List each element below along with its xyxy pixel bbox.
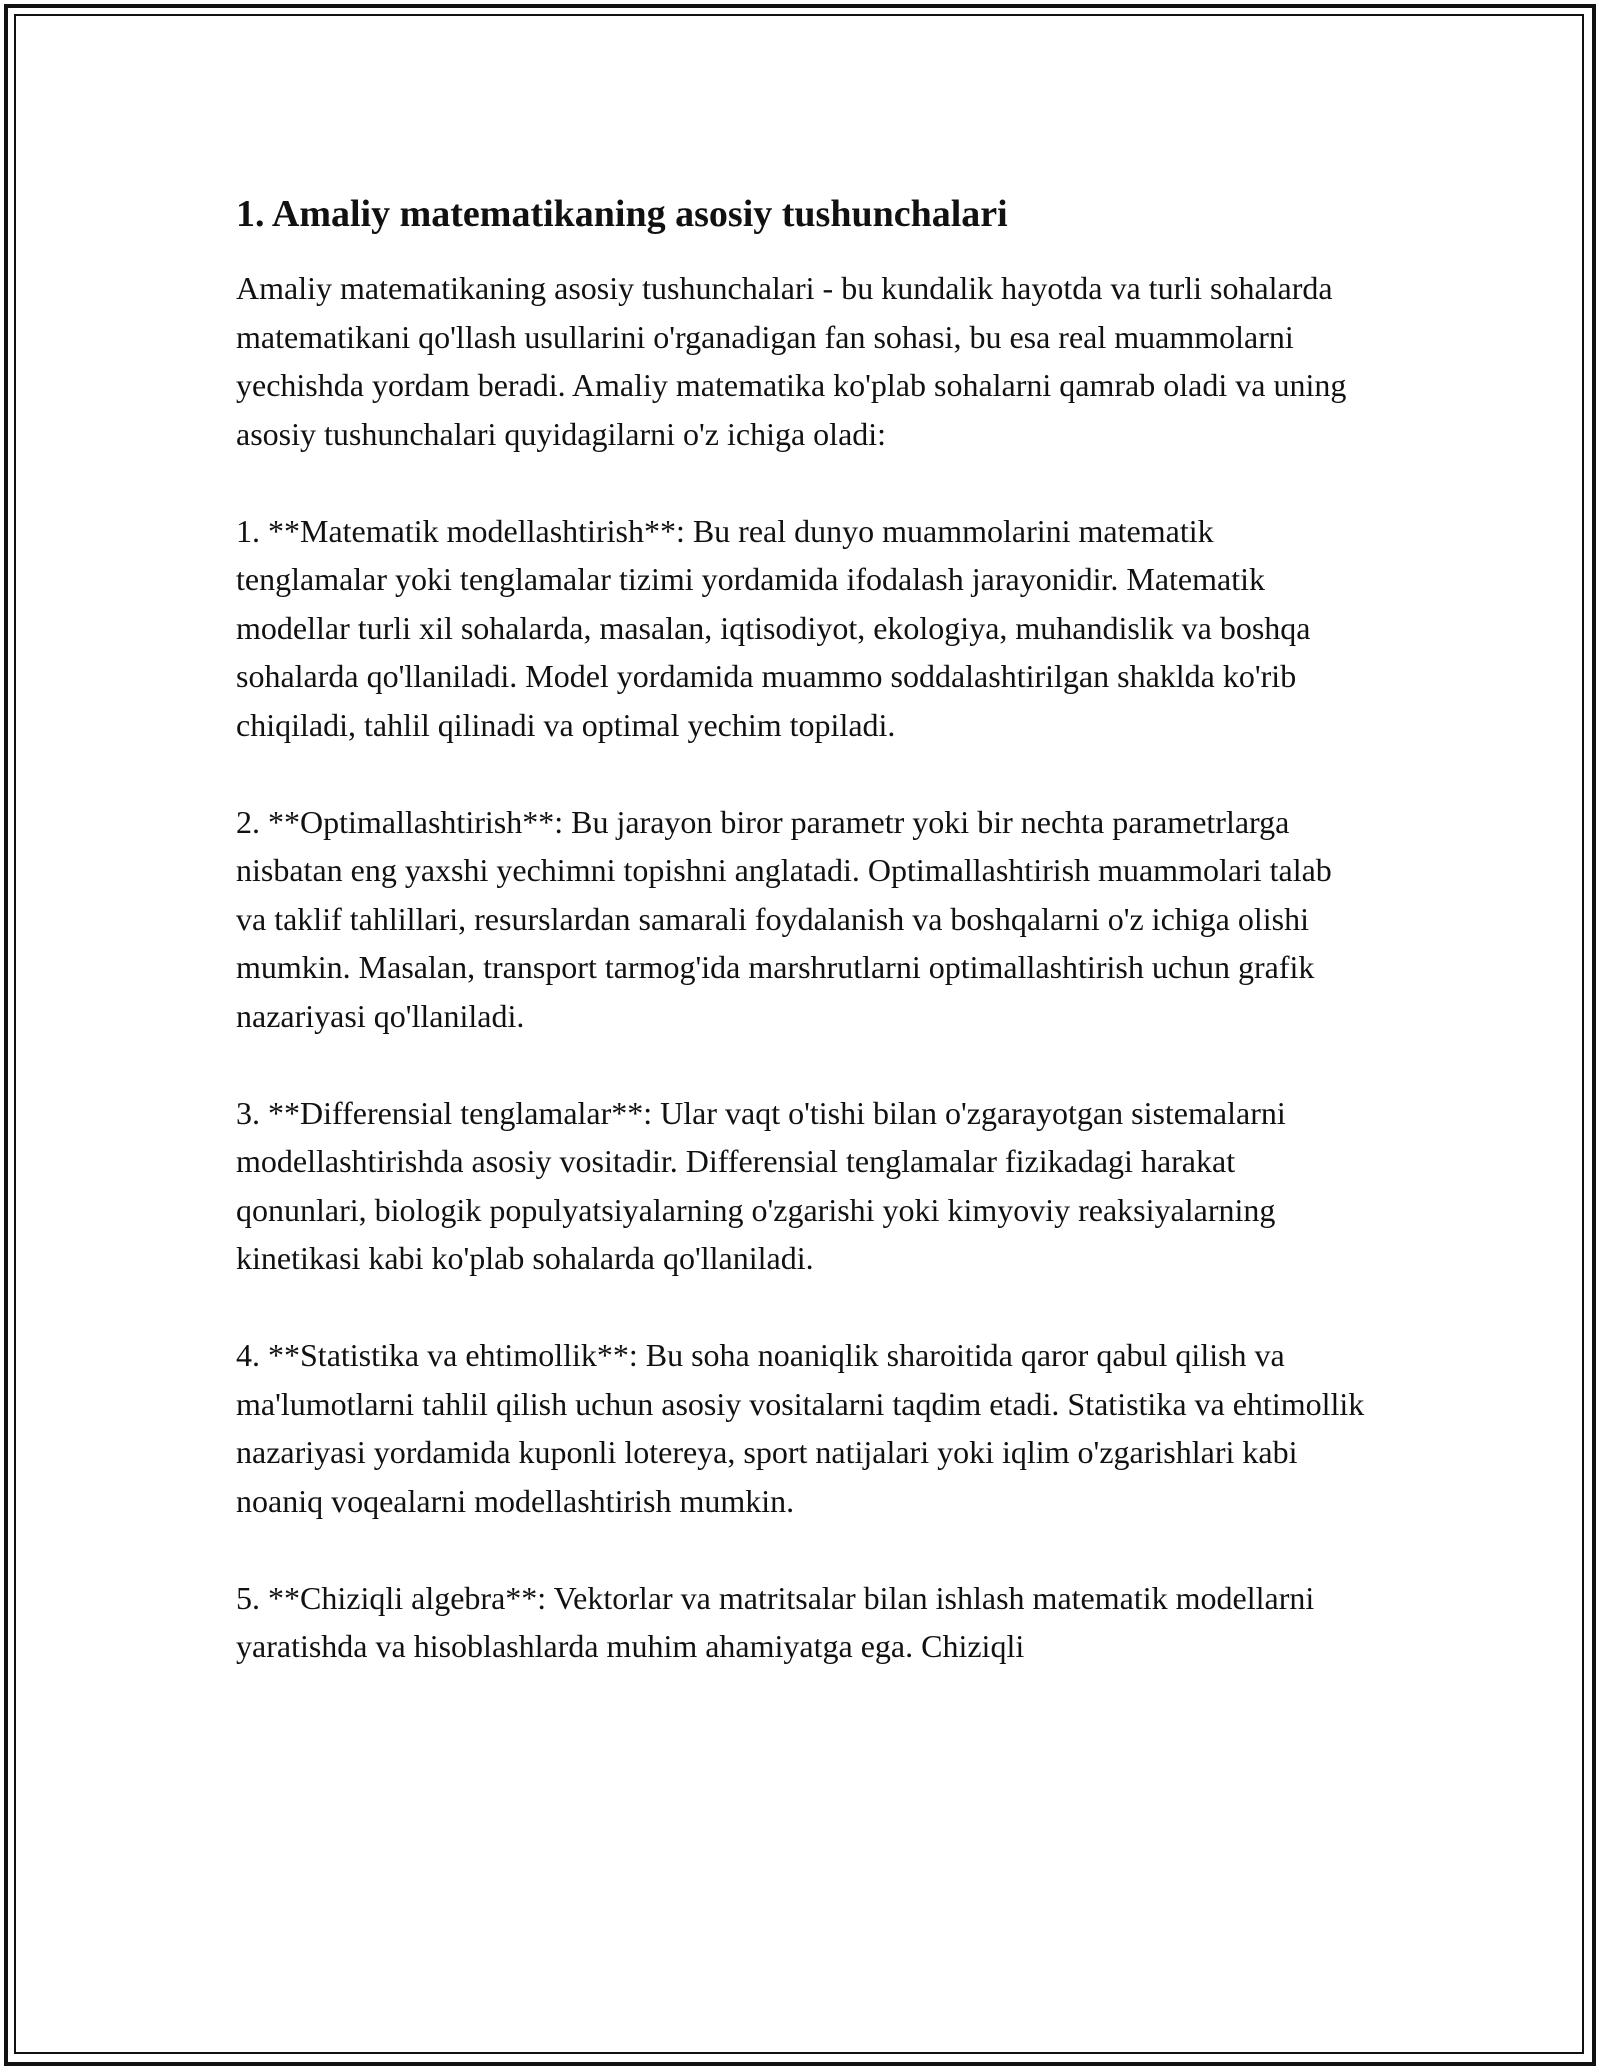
list-item-chiziqli-algebra: 5. **Chiziqli algebra**: Vektorlar va matritsalar bilan ishlash matematik modellarni yaratishda va hisoblashlarda muhim ahamiyatga ega. Chiziqli xyxy=(236,1579,1315,1664)
section-title: 1. Amaliy matematikaning asosiy tushunchalari xyxy=(236,193,1008,235)
list-item-differensial: 3. **Differensial tenglamalar**: Ular vaqt o'tishi bilan o'zgarayotgan sistemalarni modellashtirishda asosiy vositadir. Differensial tenglamalar fizikadagi harakat qonunlari, biologik populyatsiyalarning o'zgarishi yoki kimyoviy reaksiyalarning kinetikasi kabi ko'plab sohalarda qo'llaniladi. xyxy=(236,1094,1286,1276)
list-item-optimallashtirish: 2. **Optimallashtirish**: Bu jarayon biror parametr yoki bir nechta parametrlarga nisbatan eng yaxshi yechimni topishni anglatadi. Optimallashtirish muammolari talab va taklif tahlillari, resurslardan samarali foydalanish va boshqalarni o'z ichiga olishi mumkin. Masalan, transport tarmog'ida marshrutlarni optimallashtirish uchun grafik nazariyasi qo'llaniladi. xyxy=(236,803,1332,1034)
document-body xyxy=(236,186,1366,1671)
intro-paragraph: Amaliy matematikaning asosiy tushunchalari - bu kundalik hayotda va turli sohalarda matematikani qo'llash usullarini o'rganadigan fan sohasi, bu esa real muammolarni yechishda yordam beradi. Amaliy matematika ko'plab sohalarni qamrab oladi va uning asosiy tushunchalari quyidagilarni o'z ichiga oladi: xyxy=(236,270,1347,452)
list-item-statistika: 4. **Statistika va ehtimollik**: Bu soha noaniqlik sharoitida qaror qabul qilish va ma'lumotlarni tahlil qilish uchun asosiy vositalarni taqdim etadi. Statistika va ehtimollik nazariyasi yordamida kuponli lotereya, sport natijalari yoki iqlim o'zgarishlari kabi noaniq voqealarni modellashtirish mumkin. xyxy=(236,1337,1365,1519)
list-item-modellashtirish: 1. **Matematik modellashtirish**: Bu real dunyo muammolarini matematik tenglamalar yoki tenglamalar tizimi yordamida ifodalash jarayonidir. Matematik modellar turli xil sohalarda, masalan, iqtisodiyot, ekologiya, muhandislik va boshqa sohalarda qo'llaniladi. Model yordamida muammo soddalashtirilgan shaklda ko'rib chiqiladi, tahlil qilinadi va optimal yechim topiladi. xyxy=(236,512,1311,743)
